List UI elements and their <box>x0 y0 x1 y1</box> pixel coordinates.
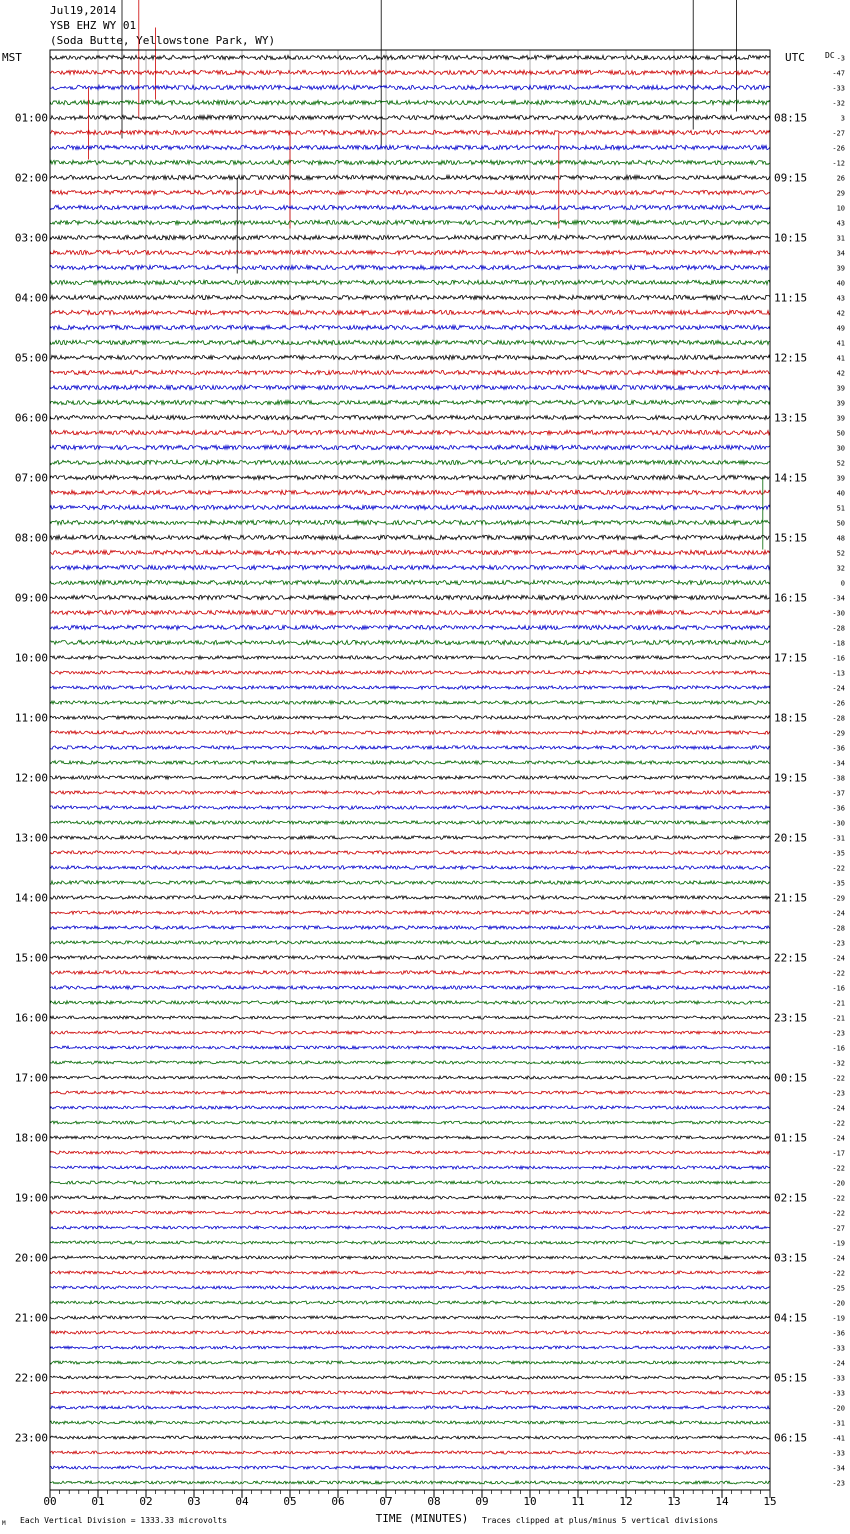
left-hour-label: 13:00 <box>14 831 48 845</box>
left-hour-label: 20:00 <box>14 1251 48 1265</box>
seismic-trace <box>50 490 770 494</box>
left-hour-label: 03:00 <box>14 231 48 245</box>
seismic-trace <box>50 178 770 274</box>
left-hour-label: 15:00 <box>14 951 48 965</box>
dc-offset-label: -18 <box>832 639 845 648</box>
dc-offset-label: -20 <box>832 1404 845 1413</box>
seismic-trace <box>50 220 770 224</box>
dc-offset-label: 50 <box>836 519 845 528</box>
seismic-trace <box>50 881 770 884</box>
dc-offset-label: -35 <box>832 879 845 888</box>
right-hour-label: 04:15 <box>774 1311 808 1325</box>
seismic-trace <box>50 806 770 809</box>
dc-offset-label: -27 <box>832 129 845 138</box>
dc-offset-label: -33 <box>832 1344 845 1353</box>
dc-offset-label: -22 <box>832 1074 845 1083</box>
dc-offset-label: -36 <box>832 744 845 753</box>
seismic-trace <box>50 1211 770 1214</box>
right-hour-label: 20:15 <box>774 831 808 845</box>
right-hour-label: 06:15 <box>774 1431 808 1445</box>
seismic-trace <box>50 1391 770 1394</box>
seismic-trace <box>50 1136 770 1139</box>
left-hour-label: 08:00 <box>14 531 48 545</box>
seismic-trace <box>50 1106 770 1109</box>
dc-offset-label: 39 <box>836 474 845 483</box>
dc-offset-label: 29 <box>836 189 845 198</box>
dc-offset-label: 51 <box>836 504 845 513</box>
dc-offset-label: -22 <box>832 1269 845 1278</box>
right-hour-label: 18:15 <box>774 711 808 725</box>
seismic-trace <box>50 175 770 179</box>
left-hour-label: 21:00 <box>14 1311 48 1325</box>
seismic-trace <box>50 1001 770 1004</box>
dc-offset-label: 41 <box>836 339 845 348</box>
right-hour-label: 05:15 <box>774 1371 808 1385</box>
seismic-trace <box>50 1166 770 1169</box>
dc-offset-label: 50 <box>836 429 845 438</box>
dc-offset-label: 39 <box>836 399 845 408</box>
dc-offset-label: 39 <box>836 264 845 273</box>
dc-offset-label: -26 <box>832 699 845 708</box>
dc-offset-label: 52 <box>836 459 845 468</box>
dc-offset-label: 40 <box>836 279 845 288</box>
seismic-trace <box>50 866 770 869</box>
seismic-trace <box>50 160 770 164</box>
dc-offset-label: -24 <box>832 684 845 693</box>
seismic-trace <box>50 776 770 779</box>
dc-offset-label: -19 <box>832 1314 845 1323</box>
dc-offset-label: 10 <box>836 204 845 213</box>
x-tick-label: 14 <box>715 1495 729 1508</box>
seismic-trace <box>50 971 770 974</box>
dc-offset-label: -24 <box>832 954 845 963</box>
right-hour-label: 10:15 <box>774 231 808 245</box>
seismic-trace <box>50 640 770 644</box>
dc-offset-label: 34 <box>836 249 845 258</box>
x-tick-label: 13 <box>667 1495 681 1508</box>
dc-offset-label: -41 <box>832 1434 845 1443</box>
scale-note: Each Vertical Division = 1333.33 microvolts <box>20 1516 228 1525</box>
dc-offset-label: -26 <box>832 144 845 153</box>
seismic-trace <box>50 370 770 374</box>
dc-offset-label: 39 <box>836 414 845 423</box>
seismic-trace <box>50 791 770 794</box>
left-hour-label: 02:00 <box>14 171 48 185</box>
seismic-trace <box>50 821 770 824</box>
right-hour-label: 09:15 <box>774 171 808 185</box>
seismic-trace <box>50 1436 770 1439</box>
dc-offset-label: -24 <box>832 909 845 918</box>
dc-offset-label: -23 <box>832 1029 845 1038</box>
seismic-trace <box>50 1301 770 1304</box>
seismic-trace <box>50 340 770 344</box>
dc-offset-label: -22 <box>832 969 845 978</box>
seismic-trace <box>50 85 770 89</box>
seismic-trace <box>50 430 770 434</box>
left-hour-label: 14:00 <box>14 891 48 905</box>
dc-offset-label: -17 <box>832 1149 845 1158</box>
x-tick-label: 01 <box>91 1495 105 1508</box>
dc-offset-label: -38 <box>832 774 845 783</box>
corner-mark: M <box>2 1520 6 1527</box>
dc-offset-label: -27 <box>832 1224 845 1233</box>
seismic-trace <box>50 896 770 899</box>
seismic-trace <box>50 746 770 749</box>
dc-offset-label: -20 <box>832 1299 845 1308</box>
x-tick-label: 08 <box>427 1495 441 1508</box>
dc-offset-label: -35 <box>832 849 845 858</box>
dc-offset-label: -13 <box>832 669 845 678</box>
x-tick-label: 02 <box>139 1495 153 1508</box>
seismic-trace <box>50 625 770 629</box>
left-hour-label: 17:00 <box>14 1071 48 1085</box>
seismic-trace <box>50 550 770 554</box>
dc-offset-label: -32 <box>832 99 845 108</box>
dc-offset-label: -21 <box>832 999 845 1008</box>
seismic-trace <box>50 1331 770 1334</box>
seismic-trace <box>50 731 770 734</box>
dc-offset-label: -23 <box>832 939 845 948</box>
seismic-trace <box>50 686 770 689</box>
seismic-trace <box>50 836 770 839</box>
x-tick-label: 09 <box>475 1495 489 1508</box>
left-hour-label: 23:00 <box>14 1431 48 1445</box>
right-hour-label: 15:15 <box>774 531 808 545</box>
seismic-trace <box>50 385 770 389</box>
dc-offset-label: -24 <box>832 1104 845 1113</box>
dc-offset-label: 42 <box>836 309 845 318</box>
dc-offset-label: -33 <box>832 1374 845 1383</box>
dc-offset-label: 43 <box>836 294 845 303</box>
dc-offset-label: -16 <box>832 984 845 993</box>
seismic-trace <box>50 926 770 929</box>
dc-offset-label: -36 <box>832 1329 845 1338</box>
x-tick-label: 15 <box>763 1495 777 1508</box>
seismic-trace <box>50 1481 770 1484</box>
dc-offset-label: -28 <box>832 714 845 723</box>
seismic-trace <box>50 535 770 539</box>
seismic-trace <box>50 1241 770 1244</box>
right-hour-label: 12:15 <box>774 351 808 365</box>
station-date: Jul19,2014 <box>50 4 117 17</box>
seismic-trace <box>50 1226 770 1229</box>
seismic-trace <box>50 400 770 404</box>
seismic-trace <box>50 656 770 659</box>
right-hour-label: 00:15 <box>774 1071 808 1085</box>
seismic-trace <box>50 1286 770 1289</box>
dc-offset-label: -16 <box>832 1044 845 1053</box>
seismic-trace <box>50 310 770 314</box>
dc-offset-label: -34 <box>832 594 845 603</box>
dc-offset-label: -34 <box>832 759 845 768</box>
left-hour-label: 18:00 <box>14 1131 48 1145</box>
dc-offset-label: -37 <box>832 789 845 798</box>
right-hour-label: 03:15 <box>774 1251 808 1265</box>
seismic-trace <box>50 580 770 584</box>
dc-offset-label: -16 <box>832 654 845 663</box>
dc-offset-label: -23 <box>832 1479 845 1488</box>
seismic-trace <box>50 1361 770 1364</box>
right-hour-label: 08:15 <box>774 111 808 125</box>
dc-offset-label: -12 <box>832 159 845 168</box>
x-tick-label: 05 <box>283 1495 297 1508</box>
left-hour-label: 07:00 <box>14 471 48 485</box>
seismic-trace <box>50 716 770 719</box>
seismic-trace <box>50 911 770 914</box>
seismic-trace <box>50 1031 770 1034</box>
seismic-trace <box>50 1271 770 1274</box>
seismic-traces <box>50 0 770 1484</box>
dc-offset-label: 3 <box>840 114 845 123</box>
clip-note: Traces clipped at plus/minus 5 vertical divisions <box>482 1516 719 1525</box>
x-tick-label: 11 <box>571 1495 585 1508</box>
dc-offset-label: 0 <box>840 579 845 588</box>
seismic-trace <box>50 1091 770 1094</box>
left-hour-label: 10:00 <box>14 651 48 665</box>
seismic-trace <box>50 1061 770 1064</box>
seismic-trace <box>50 1181 770 1184</box>
station-code: YSB EHZ WY 01 <box>50 19 137 32</box>
x-axis-title: TIME (MINUTES) <box>375 1512 469 1525</box>
dc-offset-label: -29 <box>832 729 845 738</box>
dc-offset-label: 48 <box>836 534 845 543</box>
seismic-trace <box>50 565 770 569</box>
seismic-trace <box>50 1346 770 1349</box>
seismic-trace <box>50 1466 770 1469</box>
dc-offset-label: -31 <box>832 1419 845 1428</box>
dc-offset-label: 39 <box>836 384 845 393</box>
seismic-trace <box>50 100 770 104</box>
seismic-trace <box>50 415 770 419</box>
dc-offset-label: -31 <box>832 834 845 843</box>
x-tick-label: 03 <box>187 1495 201 1508</box>
left-hour-label: 22:00 <box>14 1371 48 1385</box>
right-hour-label: 14:15 <box>774 471 808 485</box>
right-hour-label: 01:15 <box>774 1131 808 1145</box>
seismic-trace <box>50 1376 770 1379</box>
seismic-trace <box>50 1451 770 1454</box>
left-hour-label: 05:00 <box>14 351 48 365</box>
right-hour-label: 19:15 <box>774 771 808 785</box>
dc-offset-label: 32 <box>836 564 845 573</box>
seismic-trace <box>50 250 770 254</box>
x-tick-label: 00 <box>43 1495 57 1508</box>
seismic-trace <box>50 505 770 509</box>
dc-offset-label: -34 <box>832 1464 845 1473</box>
seismic-trace <box>50 1256 770 1259</box>
seismic-trace <box>50 941 770 944</box>
dc-offset-label: -28 <box>832 624 845 633</box>
right-hour-label: 13:15 <box>774 411 808 425</box>
dc-offset-label: 43 <box>836 219 845 228</box>
x-tick-label: 06 <box>331 1495 345 1508</box>
seismic-trace <box>50 1406 770 1409</box>
left-hour-label: 19:00 <box>14 1191 48 1205</box>
seismic-trace <box>50 1046 770 1049</box>
dc-offset-label: -36 <box>832 804 845 813</box>
dc-offset-label: -32 <box>832 1059 845 1068</box>
dc-offset-label: -29 <box>832 894 845 903</box>
dc-offset-label: -47 <box>832 69 845 78</box>
seismic-trace <box>50 355 770 359</box>
dc-offset-label: 49 <box>836 324 845 333</box>
seismic-trace <box>50 265 770 269</box>
dc-offset-label: 41 <box>836 354 845 363</box>
dc-offset-label: -33 <box>832 84 845 93</box>
seismic-trace <box>50 610 770 614</box>
left-hour-label: 06:00 <box>14 411 48 425</box>
dc-offset-label: -22 <box>832 864 845 873</box>
seismic-trace <box>50 205 770 209</box>
seismic-trace <box>50 145 770 149</box>
dc-offset-label: -23 <box>832 1089 845 1098</box>
left-hour-label: 09:00 <box>14 591 48 605</box>
seismic-trace <box>50 1421 770 1424</box>
left-hour-label: 04:00 <box>14 291 48 305</box>
right-hour-label: 17:15 <box>774 651 808 665</box>
dc-offset-label: -30 <box>832 819 845 828</box>
dc-offset-label: -24 <box>832 1359 845 1368</box>
seismic-trace <box>50 133 770 229</box>
dc-offset-label: -22 <box>832 1209 845 1218</box>
left-timezone-label: MST <box>2 51 22 64</box>
seismic-trace <box>50 1076 770 1079</box>
right-hour-label: 23:15 <box>774 1011 808 1025</box>
seismic-trace <box>50 115 770 119</box>
seismic-trace <box>50 986 770 989</box>
right-hour-label: 21:15 <box>774 891 808 905</box>
left-hour-label: 01:00 <box>14 111 48 125</box>
seismic-trace <box>50 1196 770 1199</box>
dc-offset-label: 52 <box>836 549 845 558</box>
dc-offset-label: -33 <box>832 1389 845 1398</box>
dc-offset-label: 42 <box>836 369 845 378</box>
dc-offset-label: -25 <box>832 1284 845 1293</box>
dc-offset-label: -21 <box>832 1014 845 1023</box>
seismic-trace <box>50 325 770 329</box>
dc-offset-label: -22 <box>832 1164 845 1173</box>
plot-frame <box>50 50 770 1490</box>
dc-offset-label: -22 <box>832 1119 845 1128</box>
seismic-trace <box>50 1016 770 1019</box>
seismic-trace <box>50 460 770 464</box>
right-hour-label: 02:15 <box>774 1191 808 1205</box>
seismic-trace <box>50 1151 770 1154</box>
dc-offset-label: -30 <box>832 609 845 618</box>
dc-offset-label: -3 <box>836 54 845 63</box>
seismic-trace <box>50 956 770 959</box>
dc-offset-label: -19 <box>832 1239 845 1248</box>
x-tick-label: 12 <box>619 1495 633 1508</box>
right-hour-label: 16:15 <box>774 591 808 605</box>
dc-offset-label: -28 <box>832 924 845 933</box>
seismic-trace <box>50 851 770 854</box>
station-location: (Soda Butte, Yellowstone Park, WY) <box>50 34 276 47</box>
dc-offset-label: -33 <box>832 1449 845 1458</box>
dc-offset-label: 31 <box>836 234 845 243</box>
dc-offset-label: -24 <box>832 1134 845 1143</box>
x-tick-label: 04 <box>235 1495 249 1508</box>
x-tick-label: 07 <box>379 1495 393 1508</box>
seismic-trace <box>50 295 770 299</box>
seismic-trace <box>50 701 770 704</box>
dc-offset-label: -22 <box>832 1194 845 1203</box>
left-hour-label: 11:00 <box>14 711 48 725</box>
seismic-trace <box>50 445 770 449</box>
seismic-trace <box>50 761 770 764</box>
seismic-trace <box>50 1121 770 1124</box>
right-hour-label: 11:15 <box>774 291 808 305</box>
dc-offset-label: -20 <box>832 1179 845 1188</box>
right-timezone-label: UTC <box>785 51 805 64</box>
right-hour-label: 22:15 <box>774 951 808 965</box>
axis-labels <box>15 55 845 1509</box>
seismic-trace <box>50 1316 770 1319</box>
dc-offset-label: 40 <box>836 489 845 498</box>
seismic-trace <box>50 280 770 284</box>
dc-offset-label: 26 <box>836 174 845 183</box>
dc-offset-heading: DC <box>825 51 835 60</box>
x-tick-label: 10 <box>523 1495 537 1508</box>
seismic-trace <box>50 671 770 674</box>
dc-offset-label: -24 <box>832 1254 845 1263</box>
left-hour-label: 16:00 <box>14 1011 48 1025</box>
dc-offset-label: 30 <box>836 444 845 453</box>
seismic-trace <box>50 595 770 599</box>
left-hour-label: 12:00 <box>14 771 48 785</box>
seismic-trace <box>50 475 770 479</box>
